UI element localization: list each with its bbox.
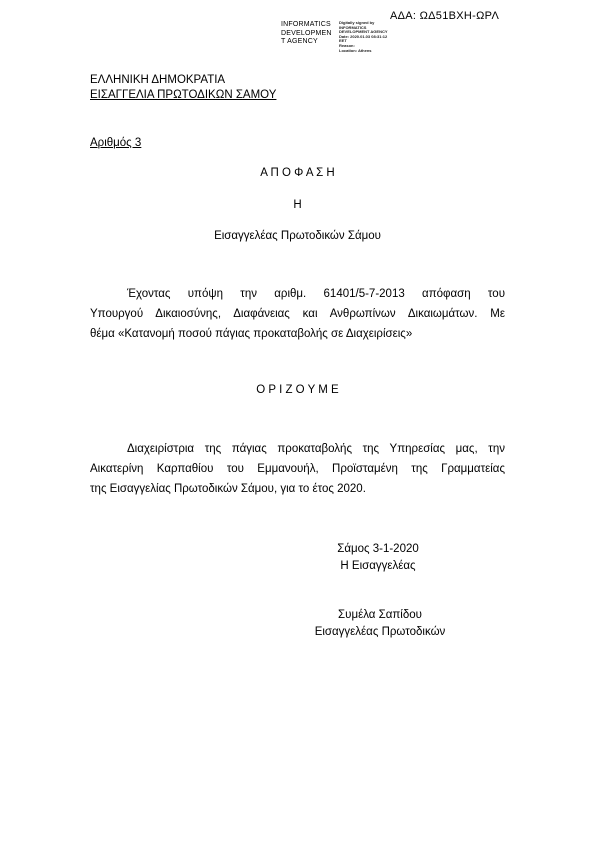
signature-block [300, 607, 460, 641]
issuer-name: Εισαγγελέας Πρωτοδικών Σάμου [214, 230, 381, 242]
stamp-line: T AGENCY [281, 38, 318, 45]
document-title: Α Π Ο Φ Α Σ Η [260, 167, 335, 179]
article-h: Η [293, 199, 302, 211]
stamp-detail-line: EET [339, 38, 347, 44]
paragraph-line: Αικατερίνη Καρπαθίου του Εμμανουήλ, Προϊσταμένη της Γραμματείας [90, 463, 505, 475]
court-name: ΕΙΣΑΓΓΕΛΙΑ ΠΡΩΤΟΔΙΚΩΝ ΣΑΜΟΥ [90, 89, 277, 101]
stamp-detail-line: INFORMATICS [339, 24, 367, 30]
signer-role: Η Εισαγγελέας [340, 560, 416, 572]
place-date: Σάμος 3-1-2020 [337, 543, 419, 555]
stamp-detail-line: Location: Athens [339, 47, 372, 53]
paragraph-decision [90, 439, 505, 499]
paragraph-line: θέμα «Κατανομή ποσού πάγιας προκαταβολής σε Διαχειρίσεις» [90, 328, 413, 340]
stamp-detail-line: Date: 2020.01.03 08:31:12 [339, 33, 388, 39]
paragraph-considering [90, 284, 505, 344]
stamp-agency-name [281, 21, 332, 47]
country-name: ΕΛΛΗΝΙΚΗ ΔΗΜΟΚΡΑΤΙΑ [90, 74, 226, 86]
paragraph-line: Διαχειρίστρια της πάγιας προκαταβολής της Υπηρεσίας μας, την [127, 443, 505, 455]
decision-number: Αριθμός 3 [90, 137, 142, 149]
signer-title: Εισαγγελέας Πρωτοδικών [314, 626, 446, 638]
decree-heading: Ο Ρ Ι Ζ Ο Υ Μ Ε [256, 384, 339, 396]
ada-code: ΑΔΑ: ΩΔ51ΒΧΗ-ΩΡΛ [390, 10, 500, 22]
document-header [90, 73, 276, 103]
stamp-signature-details [339, 21, 388, 53]
stamp-detail-line: DEVELOPMENT AGENCY [339, 29, 388, 35]
signer-name: Συμέλα Σαπίδου [338, 609, 422, 621]
paragraph-line: της Εισαγγελίας Πρωτοδικών Σάμου, για το έτος 2020. [90, 483, 366, 495]
paragraph-line: Υπουργού Δικαιοσύνης, Διαφάνειας και Ανθρωπίνων Δικαιωμάτων. Με [90, 308, 505, 320]
stamp-line: INFORMATICS [281, 21, 331, 28]
digital-signature-stamp [281, 21, 401, 55]
stamp-line: DEVELOPMEN [281, 29, 332, 37]
stamp-detail-line: Reason: [339, 42, 355, 48]
paragraph-line: Έχοντας υπόψη την αριθμ. 61401/5-7-2013 απόφαση του [127, 288, 505, 300]
stamp-detail-line: Digitally signed by [339, 20, 375, 25]
place-date-block [318, 541, 438, 575]
